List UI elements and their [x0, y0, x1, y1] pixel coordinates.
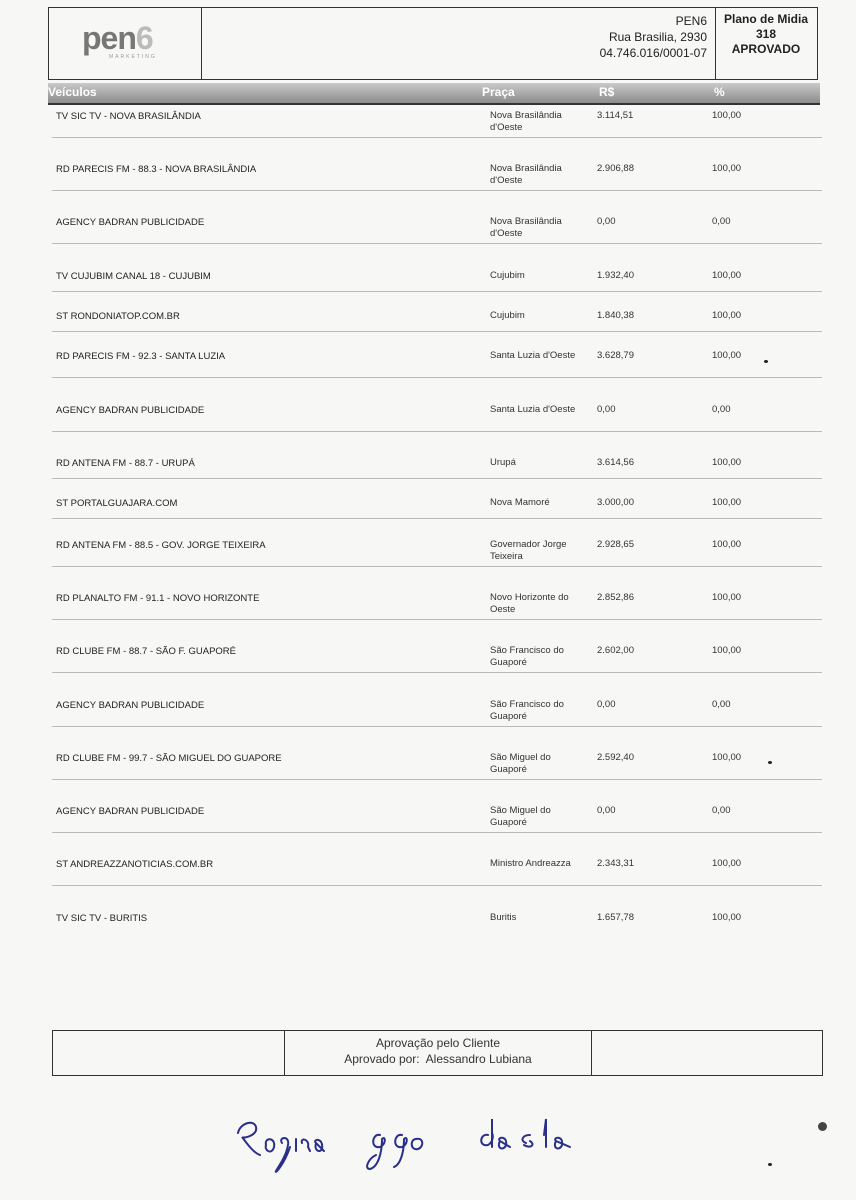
pct-cell: 100,00: [712, 497, 742, 508]
vehicle-cell: TV SIC TV - BURITIS: [56, 913, 148, 924]
approval-info: [284, 1031, 592, 1075]
table-row: [52, 640, 822, 673]
stray-mark: [768, 1163, 772, 1166]
approved-by: Aprovado por: Alessandro Lubiana: [344, 1052, 532, 1066]
company-street: Rua Brasilia, 2930: [608, 30, 707, 44]
pct-cell: 100,00: [712, 539, 742, 550]
rs-cell: 2.928,65: [597, 539, 634, 550]
rs-cell: 2.592,40: [597, 752, 634, 763]
table-row: [52, 800, 822, 833]
praca-cell: Santa Luzia d'Oeste: [490, 404, 576, 415]
rs-cell: 0,00: [597, 699, 616, 710]
praca-cell: Novo Horizonte do Oeste: [490, 592, 569, 615]
pct-cell: 100,00: [712, 457, 742, 468]
plan-title: Plano de Midia: [723, 12, 808, 26]
stray-mark: [764, 360, 768, 363]
vehicle-cell: ST ANDREAZZANOTICIAS.COM.BR: [56, 859, 214, 870]
rs-cell: 0,00: [597, 404, 616, 415]
table-row: [52, 587, 822, 620]
table-row: [52, 694, 822, 727]
table-row: [52, 853, 822, 886]
handwritten-signature: [230, 1105, 610, 1180]
document-header: [48, 7, 818, 80]
vehicle-cell: ST RONDONIATOP.COM.BR: [56, 311, 180, 322]
praca-cell: Nova Mamoré: [490, 497, 550, 508]
pct-cell: 0,00: [712, 404, 731, 415]
approval-box: [52, 1030, 823, 1076]
table-row: [52, 452, 822, 479]
col-vehicles: Veículos: [48, 85, 97, 99]
pct-cell: 100,00: [712, 592, 742, 603]
praca-cell: Governador Jorge Teixeira: [490, 539, 567, 562]
vehicle-cell: AGENCY BADRAN PUBLICIDADE: [56, 700, 205, 711]
praca-cell: Cujubim: [490, 310, 525, 321]
logo-subtitle: MARKETING: [109, 54, 157, 60]
praca-cell: Santa Luzia d'Oeste: [490, 350, 576, 361]
table-row: [52, 747, 822, 780]
rs-cell: 3.614,56: [597, 457, 634, 468]
rs-cell: 1.932,40: [597, 270, 634, 281]
vehicle-cell: RD CLUBE FM - 99.7 - SÃO MIGUEL DO GUAPORE: [56, 753, 282, 764]
pct-cell: 0,00: [712, 805, 731, 816]
praca-cell: Nova Brasilândia d'Oeste: [490, 216, 562, 239]
vehicle-cell: ST PORTALGUAJARA.COM: [56, 498, 178, 509]
vehicle-cell: RD PARECIS FM - 88.3 - NOVA BRASILÂNDIA: [56, 164, 257, 175]
rs-cell: 3.114,51: [597, 110, 634, 121]
rs-cell: 2.852,86: [597, 592, 634, 603]
company-name: PEN6: [675, 14, 707, 28]
praca-cell: São Miguel do Guaporé: [490, 752, 551, 775]
col-rs: R$: [599, 85, 615, 99]
table-row: [52, 492, 822, 519]
table-row: [52, 305, 822, 332]
table-row: [52, 399, 822, 432]
rs-cell: 1.840,38: [597, 310, 634, 321]
approver-name: Alessandro Lubiana: [425, 1052, 532, 1066]
rs-cell: 3.628,79: [597, 350, 634, 361]
praca-cell: Ministro Andreazza: [490, 858, 571, 869]
vehicle-cell: AGENCY BADRAN PUBLICIDADE: [56, 806, 205, 817]
logo-cell: [49, 8, 202, 79]
praca-cell: Buritis: [490, 912, 517, 923]
pct-cell: 100,00: [712, 645, 742, 656]
vehicle-cell: RD ANTENA FM - 88.5 - GOV. JORGE TEIXEIRA: [56, 540, 266, 551]
rs-cell: 3.000,00: [597, 497, 634, 508]
rs-cell: 0,00: [597, 805, 616, 816]
pct-cell: 100,00: [712, 163, 742, 174]
pct-cell: 100,00: [712, 270, 742, 281]
plan-status: APROVADO: [731, 42, 801, 56]
plan-info: [715, 8, 816, 79]
praca-cell: São Francisco do Guaporé: [490, 699, 564, 722]
plan-number: 318: [755, 27, 777, 41]
approval-title: Aprovação pelo Cliente: [375, 1036, 501, 1050]
col-praca: Praça: [482, 85, 515, 99]
table-row: [52, 345, 822, 378]
pct-cell: 100,00: [712, 110, 742, 121]
vehicle-cell: RD PLANALTO FM - 91.1 - NOVO HORIZONTE: [56, 593, 260, 604]
company-cnpj: 04.746.016/0001-07: [599, 46, 707, 60]
praca-cell: Nova Brasilândia d'Oeste: [490, 110, 562, 133]
table-row: [52, 105, 822, 138]
pct-cell: 100,00: [712, 858, 742, 869]
praca-cell: Urupá: [490, 457, 516, 468]
pct-cell: 0,00: [712, 216, 731, 227]
praca-cell: São Miguel do Guaporé: [490, 805, 551, 828]
rs-cell: 0,00: [597, 216, 616, 227]
vehicle-cell: RD CLUBE FM - 88.7 - SÃO F. GUAPORÉ: [56, 646, 237, 657]
rs-cell: 2.343,31: [597, 858, 634, 869]
vehicle-cell: TV CUJUBIM CANAL 18 - CUJUBIM: [56, 271, 211, 282]
table-row: [52, 907, 822, 933]
col-pct: %: [714, 85, 725, 99]
rs-cell: 2.602,00: [597, 645, 634, 656]
vehicle-cell: RD PARECIS FM - 92.3 - SANTA LUZIA: [56, 351, 226, 362]
vehicle-cell: AGENCY BADRAN PUBLICIDADE: [56, 217, 205, 228]
pct-cell: 100,00: [712, 912, 742, 923]
pct-cell: 100,00: [712, 310, 742, 321]
pct-cell: 0,00: [712, 699, 731, 710]
praca-cell: Cujubim: [490, 270, 525, 281]
pct-cell: 100,00: [712, 350, 742, 361]
vehicle-cell: RD ANTENA FM - 88.7 - URUPÁ: [56, 458, 195, 469]
vehicle-cell: AGENCY BADRAN PUBLICIDADE: [56, 405, 205, 416]
table-header: [48, 83, 820, 103]
table-row: [52, 534, 822, 567]
praca-cell: São Francisco do Guaporé: [490, 645, 564, 668]
rs-cell: 1.657,78: [597, 912, 634, 923]
table-row: [52, 158, 822, 191]
stray-mark: [818, 1122, 827, 1131]
company-logo: pen6: [82, 20, 153, 56]
pct-cell: 100,00: [712, 752, 742, 763]
stray-mark: [768, 761, 772, 764]
vehicle-cell: TV SIC TV - NOVA BRASILÂNDIA: [56, 111, 201, 122]
table-row: [52, 211, 822, 244]
rs-cell: 2.906,88: [597, 163, 634, 174]
company-address: [600, 13, 707, 61]
praca-cell: Nova Brasilândia d'Oeste: [490, 163, 562, 186]
table-row: [52, 265, 822, 292]
